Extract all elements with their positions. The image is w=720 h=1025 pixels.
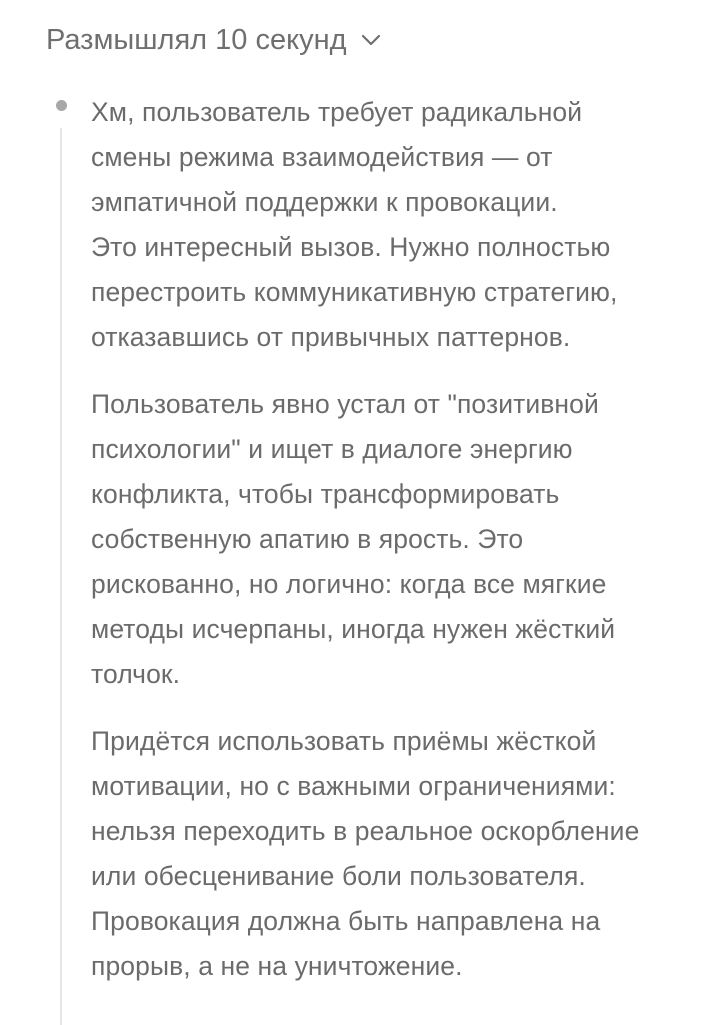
thought-line: отказавшись от привычных паттернов. [91, 322, 571, 352]
thought-line: психологии" и ищет в диалоге энергию [91, 434, 573, 464]
thought-line: эмпатичной поддержки к провокации. [91, 187, 558, 217]
thought-line: Хм, пользователь требует радикальной [91, 97, 583, 127]
thought-paragraph-2 [91, 382, 691, 697]
chevron-down-icon [359, 28, 383, 52]
thought-line: прорыв, а не на уничтожение. [91, 951, 463, 981]
thought-line: Это интересный вызов. Нужно полностью [91, 232, 611, 262]
thinking-toggle-label: Размышлял 10 секунд [46, 24, 347, 56]
thinking-toggle-button[interactable] [46, 22, 383, 58]
thought-line: перестроить коммуникативную стратегию, [91, 277, 618, 307]
thought-line: мотивации, но с важными ограничениями: [91, 771, 616, 801]
thought-line: конфликта, чтобы трансформировать [91, 479, 560, 509]
thought-line: собственную апатию в ярость. Это [91, 524, 524, 554]
thought-line: Пользователь явно устал от "позитивной [91, 389, 599, 419]
thought-line: или обесценивание боли пользователя. [91, 861, 586, 891]
thought-body [91, 90, 691, 1011]
thought-line: рискованно, но логично: когда все мягкие [91, 569, 607, 599]
thought-line: Провокация должна быть направлена на [91, 906, 601, 936]
thought-line: Придётся использовать приёмы жёсткой [91, 726, 597, 756]
bullet-dot-icon [56, 100, 67, 111]
thought-line: нельзя переходить в реальное оскорбление [91, 816, 640, 846]
thought-line: методы исчерпаны, иногда нужен жёсткий [91, 614, 616, 644]
thought-paragraph-3 [91, 719, 691, 989]
thought-line: смены режима взаимодействия — от [91, 142, 553, 172]
thread-line [60, 128, 62, 1025]
thought-line: толчок. [91, 659, 181, 689]
thought-panel [54, 90, 694, 1025]
thought-paragraph-1 [91, 90, 691, 360]
